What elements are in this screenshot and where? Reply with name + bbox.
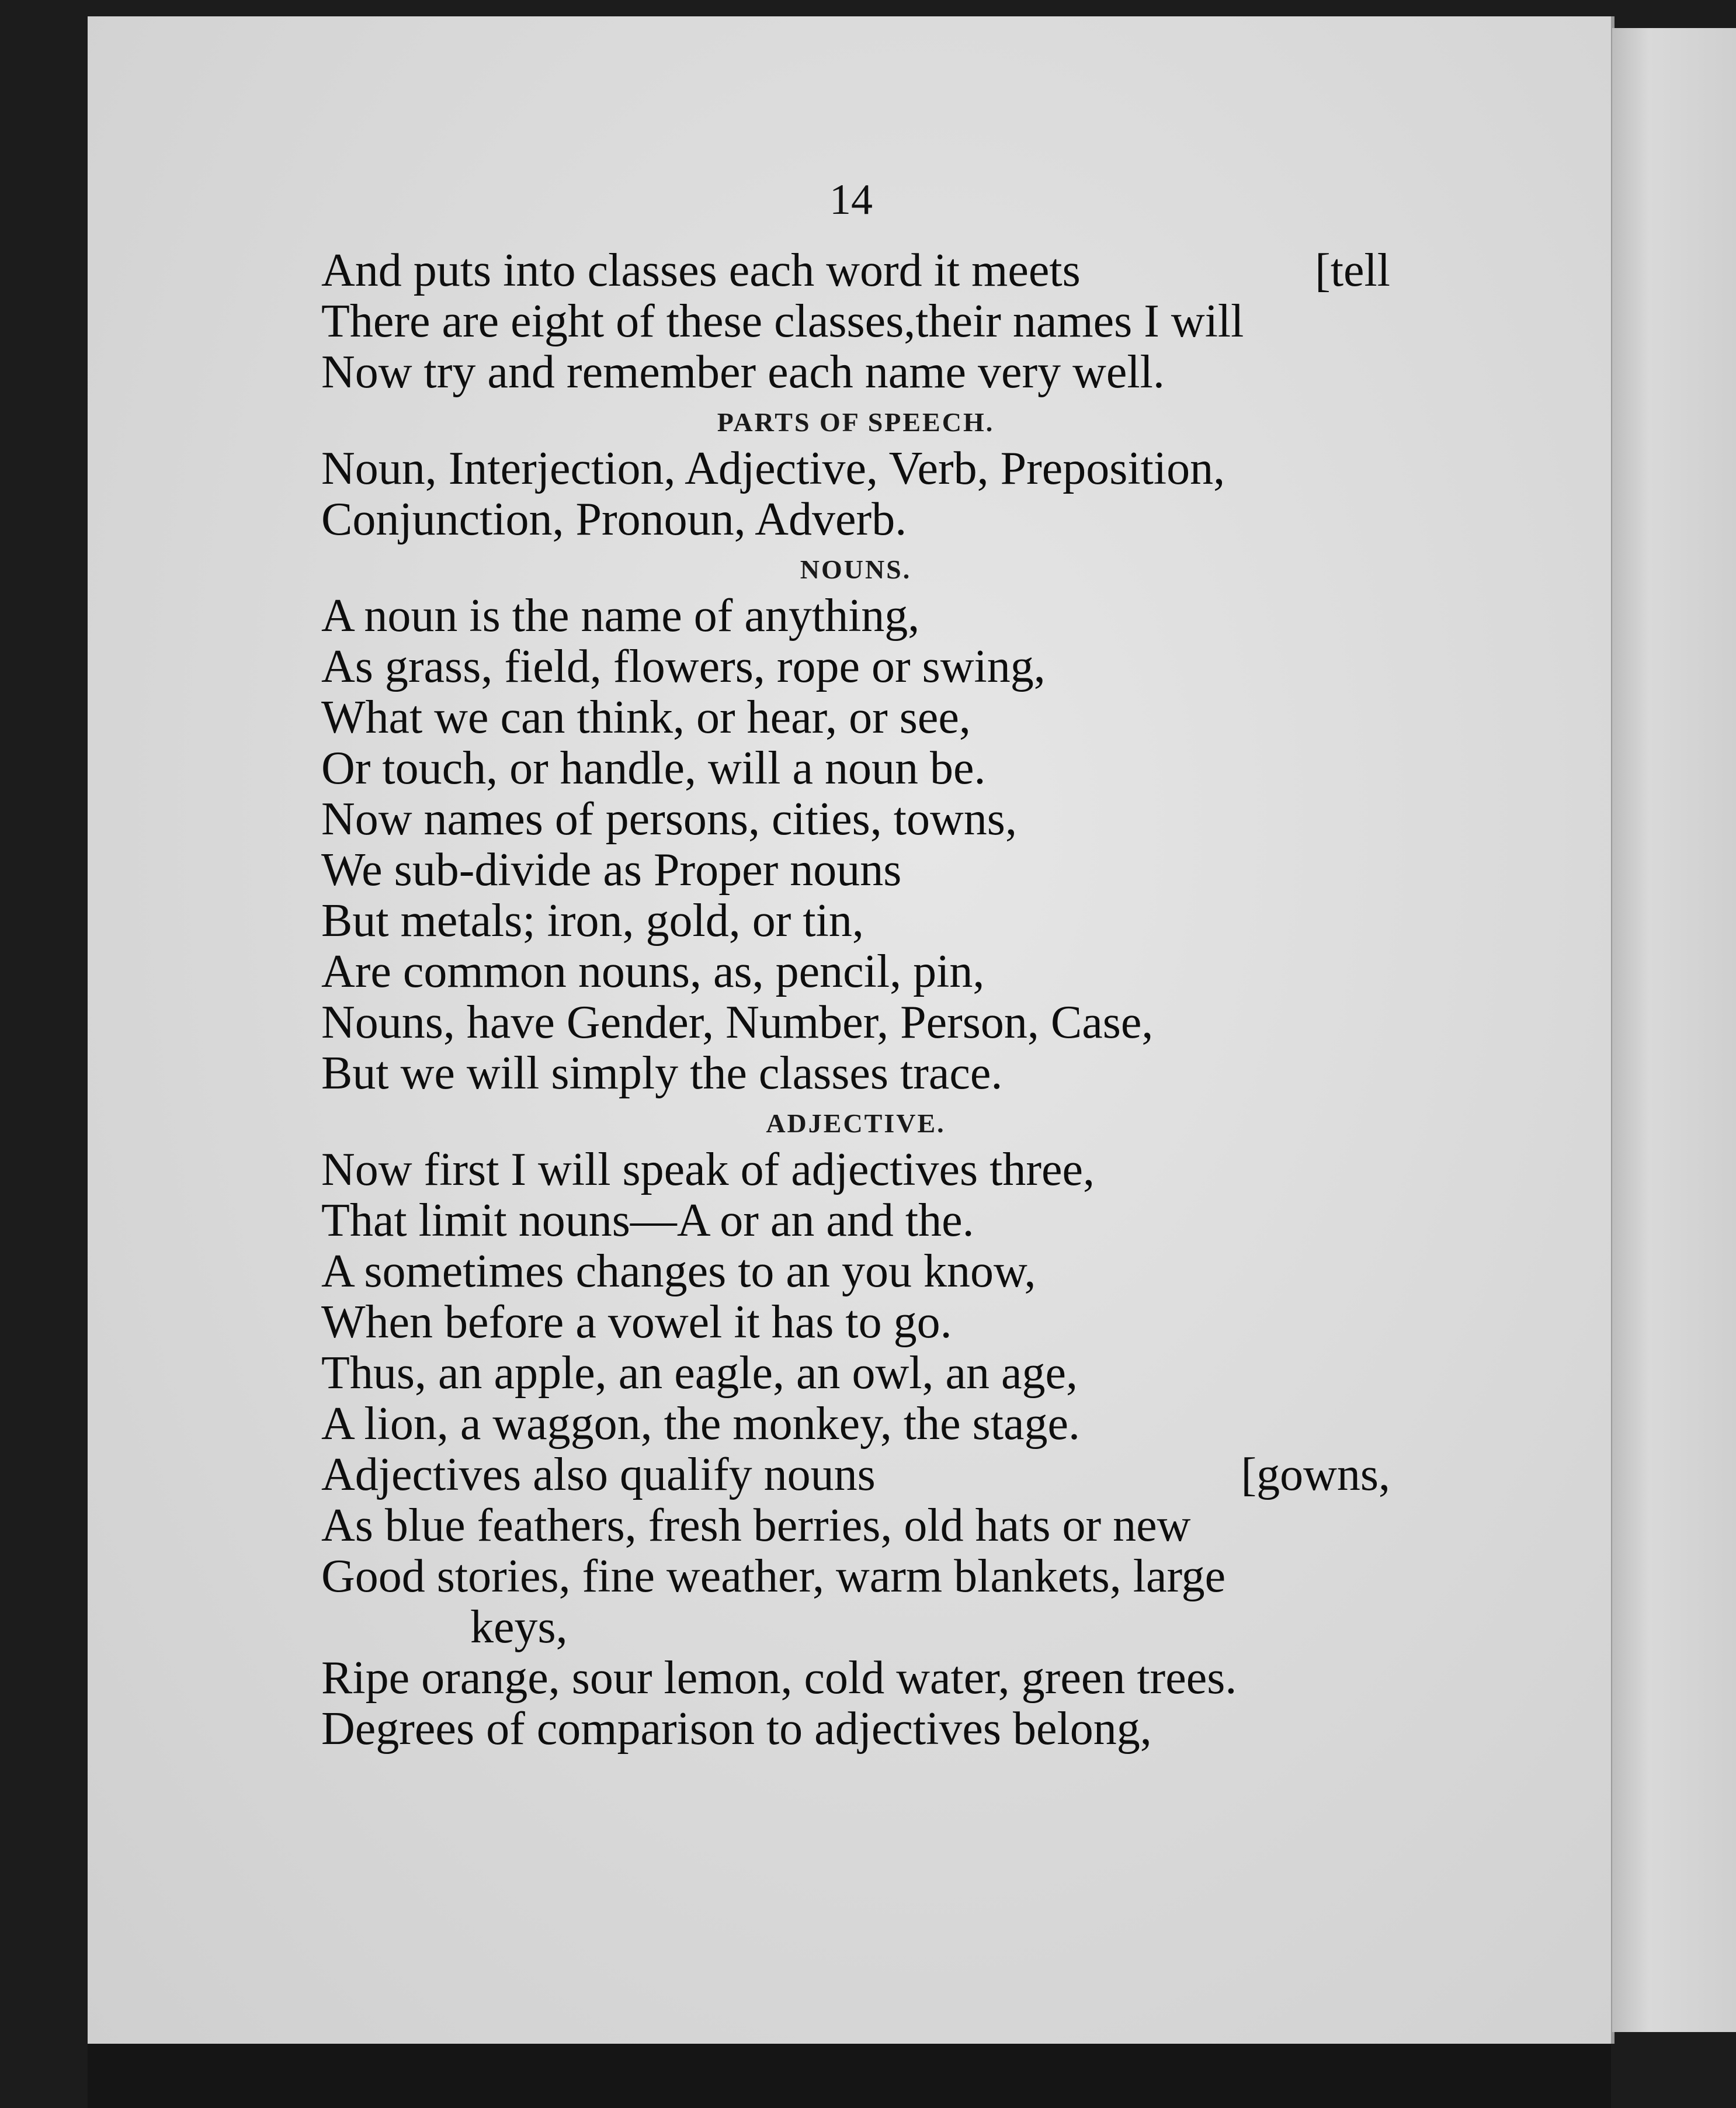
parts-of-speech-list xyxy=(321,443,1390,545)
verse-line: Now first I will speak of adjectives three, xyxy=(321,1144,1095,1195)
carry-over-word: [gowns, xyxy=(1241,1449,1390,1500)
verse-line: What we can think, or hear, or see, xyxy=(321,692,971,743)
verse-line: And puts into classes each word it meets [tell xyxy=(321,245,1390,296)
verse-line: Adjectives also qualify nouns [gowns, xyxy=(321,1449,1390,1500)
verse-line: Or touch, or handle, will a noun be. xyxy=(321,743,986,794)
poem-body xyxy=(321,245,1390,1755)
verse-line: A noun is the name of anything, xyxy=(321,590,920,642)
verse-line: But metals; iron, gold, or tin, xyxy=(321,895,864,946)
verse-line: There are eight of these classes,their names I will xyxy=(321,296,1244,347)
verse-line: When before a vowel it has to go. xyxy=(321,1296,952,1348)
verse-line: Degrees of comparison to adjectives belong, xyxy=(321,1703,1152,1755)
section-heading-adjective: ADJECTIVE. xyxy=(766,1108,946,1138)
verse-line: Noun, Interjection, Adjective, Verb, Preposition, xyxy=(321,443,1225,494)
page-number: 14 xyxy=(829,176,873,224)
verse-line: Conjunction, Pronoun, Adverb. xyxy=(321,494,907,545)
verse-line: But we will simply the classes trace. xyxy=(321,1048,1003,1099)
verse-line: A sometimes changes to an you know, xyxy=(321,1246,1036,1297)
carry-over-word: [tell xyxy=(1315,245,1390,296)
verse-line: Now names of persons, cities, towns, xyxy=(321,793,1017,845)
verse-line: As grass, field, flowers, rope or swing, xyxy=(321,641,1046,692)
verse-line: Are common nouns, as, pencil, pin, xyxy=(321,946,985,997)
verse-line: As blue feathers, fresh berries, old hats or new xyxy=(321,1500,1191,1551)
verse-line: Ripe orange, sour lemon, cold water, green trees. xyxy=(321,1652,1237,1704)
verse-line: Nouns, have Gender, Number, Person, Case, xyxy=(321,997,1154,1048)
page-bottom-shadow xyxy=(88,2044,1611,2108)
intro-stanza xyxy=(321,245,1390,398)
verse-line: Good stories, fine weather, warm blankets, large xyxy=(321,1551,1226,1602)
section-heading-parts-of-speech: PARTS OF SPEECH. xyxy=(717,407,995,437)
facing-page-edge xyxy=(1612,28,1736,2032)
verse-line: Now try and remember each name very well. xyxy=(321,346,1165,398)
verse-line: That limit nouns—A or an and the. xyxy=(321,1195,974,1246)
verse-line-indented: keys, xyxy=(470,1601,568,1653)
adjective-stanza xyxy=(321,1145,1390,1755)
verse-line: A lion, a waggon, the monkey, the stage. xyxy=(321,1398,1080,1450)
nouns-stanza xyxy=(321,591,1390,1099)
section-heading-nouns: NOUNS. xyxy=(800,554,912,584)
verse-line: We sub-divide as Proper nouns xyxy=(321,844,902,896)
verse-line: Thus, an apple, an eagle, an owl, an age, xyxy=(321,1347,1078,1399)
